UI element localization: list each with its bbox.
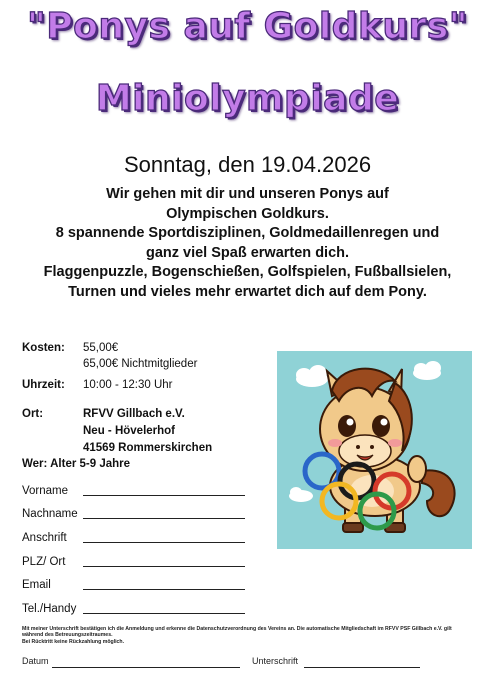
unterschrift-label: Unterschrift [252, 656, 299, 666]
age-info: Wer: Alter 5-9 Jahre [22, 458, 131, 470]
fineprint-line: während des Betreuungszeitraumes. [22, 632, 113, 639]
anschrift-field[interactable] [83, 541, 245, 543]
kosten-value-members: 55,00€ [83, 342, 119, 354]
telefon-label: Tel./Handy [22, 603, 77, 615]
uhrzeit-label: Uhrzeit: [22, 379, 65, 391]
title-line-1: "Ponys auf Goldkurs" [27, 6, 468, 47]
intro-line: 8 spannende Sportdisziplinen, Goldmedaillenregen und [55, 225, 440, 241]
pony-illustration [277, 351, 472, 549]
kosten-label: Kosten: [22, 342, 65, 354]
intro-text [0, 185, 495, 302]
nachname-field[interactable] [83, 517, 245, 519]
anschrift-label: Anschrift [22, 532, 67, 544]
datum-field[interactable] [52, 666, 240, 668]
ort-line-1: RFVV Gillbach e.V. [83, 408, 185, 420]
ort-label: Ort: [22, 408, 44, 420]
email-label: Email [22, 579, 51, 591]
intro-line: Wir gehen mit dir und unseren Ponys auf [106, 186, 389, 202]
uhrzeit-value: 10:00 - 12:30 Uhr [83, 379, 173, 391]
nachname-label: Nachname [22, 508, 78, 520]
intro-line: Flaggenpuzzle, Bogenschießen, Golfspielen, Fußballsielen, [43, 264, 452, 280]
intro-line: Olympischen Goldkurs. [166, 205, 329, 222]
unterschrift-field[interactable] [304, 666, 420, 668]
plz-ort-field[interactable] [83, 565, 245, 567]
ort-line-2: Neu - Hövelerhof [83, 425, 176, 437]
fineprint [22, 626, 477, 645]
plz-ort-label: PLZ/ Ort [22, 556, 66, 568]
datum-label: Datum [22, 656, 49, 666]
telefon-field[interactable] [83, 612, 245, 614]
event-date: Sonntag, den 19.04.2026 [123, 152, 372, 177]
intro-line: Turnen und vieles mehr erwartet dich auf dem Pony. [68, 283, 427, 300]
ort-line-3: 41569 Rommerskirchen [83, 442, 213, 454]
vorname-label: Vorname [22, 485, 69, 497]
vorname-field[interactable] [83, 494, 245, 496]
title-line-2: Miniolympiade [95, 78, 400, 119]
fineprint-line: Bei Rücktritt keine Rückzahlung möglich. [22, 638, 125, 645]
kosten-value-nonmembers: 65,00€ Nichtmitglieder [83, 358, 198, 370]
fineprint-line: Mit meiner Unterschrift bestätigen ich die Anmeldung und erkenne die Datenschutzverordnung des Vereins an. Die automatische Mitgliedschaft im RFVV PSF Gillbach e.V. gilt [22, 626, 452, 632]
email-field[interactable] [83, 588, 245, 590]
intro-line: ganz viel Spaß erwarten dich. [145, 244, 350, 261]
